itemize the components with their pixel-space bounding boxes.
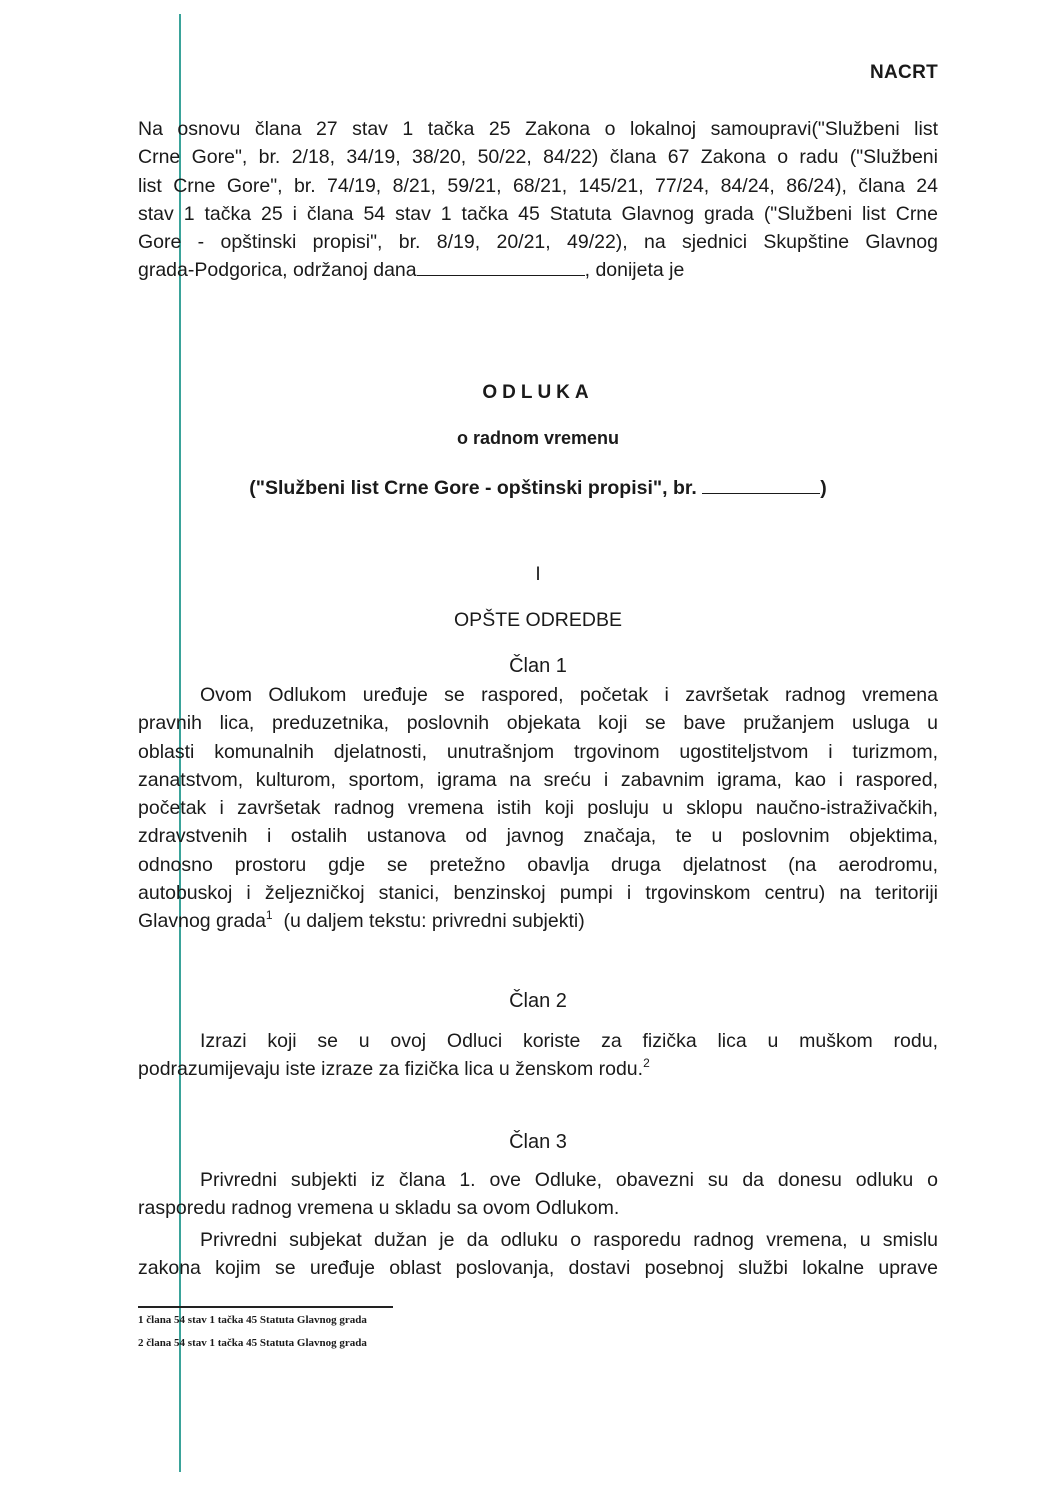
article-line: Ovom Odlukom uređuje se raspored, početak i završetak radnog vremena [200,684,938,706]
article-3-paragraph-2 [138,1226,938,1283]
article-line: autobuskoj i željezničkoj stanici, benzinskoj pumpi i trgovinskom centru) na teritoriji [138,882,938,905]
article-2-body [138,1027,938,1084]
preamble-line: stav 1 tačka 25 i člana 54 stav 1 tačka 45 Statuta Glavnog grada ("Službeni list Crne [138,202,938,225]
gazette-number-blank [702,475,820,494]
article-3-paragraph-1 [138,1166,938,1223]
article-1-body [138,681,938,936]
article-line: Privredni subjekat dužan je da odluku o rasporedu radnog vremena, u smislu [200,1229,938,1251]
preamble-line: Crne Gore", br. 2/18, 34/19, 38/20, 50/22, 84/22) člana 67 Zakona o radu ("Službeni [138,146,938,169]
preamble-line: list Crne Gore", br. 74/19, 8/21, 59/21, 68/21, 145/21, 77/24, 84/24, 86/24), člana 24 [138,174,938,197]
gazette-reference-prefix: ("Službeni list Crne Gore - opštinski propisi", br. [249,477,703,499]
preamble-line-last [138,256,938,284]
footnote-separator [138,1306,393,1308]
article-line-last [138,1055,938,1083]
article-text: podrazumijevaju iste izraze za fizička lica u ženskom rodu. [138,1058,644,1081]
preamble-paragraph [138,115,938,285]
decision-title: ODLUKA [482,382,594,403]
article-line: Privredni subjekti iz člana 1. ove Odluke, obavezni su da donesu odluku o [200,1169,938,1191]
article-line: zanatstvom, kulturom, sportom, igrama na sreću i zabavnim igrama, kao i raspored, [138,768,938,791]
preamble-date-prefix: grada-Podgorica, održanoj dana [138,259,417,282]
article-text: Glavnog grada [138,910,266,933]
footnote-ref-2[interactable]: 2 [643,1056,650,1071]
footnote-2: 2 člana 54 stav 1 tačka 45 Statuta Glavnog grada [138,1337,367,1349]
chapter-numeral: I [535,564,541,585]
article-line: rasporedu radnog vremena u skladu sa ovom Odlukom. [138,1197,620,1220]
article-3-heading: Član 3 [509,1131,567,1153]
article-line: zdravstvenih i ostalih ustanova od javnog značaja, te u poslovnim objektima, [138,825,938,848]
article-text: (u daljem tekstu: privredni subjekti) [272,910,585,933]
session-date-blank [417,257,585,276]
gazette-reference-suffix: ) [820,477,827,499]
preamble-line: Na osnovu člana 27 stav 1 tačka 25 Zakona o lokalnoj samoupravi("Službeni list [138,118,938,140]
article-line: Izrazi koji se u ovoj Odluci koriste za fizička lica u muškom rodu, [200,1030,938,1052]
footnote-1: 1 člana 54 stav 1 tačka 45 Statuta Glavnog grada [138,1314,367,1326]
article-line: pravnih lica, preduzetnika, poslovnih objekata koji se bave pružanjem usluga u [138,712,938,735]
article-line-last [138,907,938,935]
decision-subtitle: o radnom vremenu [456,428,620,448]
gazette-reference [138,475,938,500]
article-2-heading: Član 2 [509,990,567,1012]
chapter-title: OPŠTE ODREDBE [454,609,622,631]
article-line: početak i završetak radnog vremena istih koji posluju u sklopu naučno-istraživačkih, [138,797,938,820]
article-line: zakona kojim se uređuje oblast poslovanja, dostavi posebnoj službi lokalne uprave [138,1257,938,1280]
footnote-ref-1[interactable]: 1 [265,908,273,923]
article-line: odnosno prostoru gdje se pretežno obavlja druga djelatnost (na aerodromu, [138,853,938,876]
preamble-date-suffix: , donijeta je [584,259,685,282]
article-line: oblasti komunalnih djelatnosti, unutrašnjom trgovinom ugostiteljstvom i turizmom, [138,740,938,763]
draft-label: NACRT [870,62,938,83]
preamble-line: Gore - opštinski propisi", br. 8/19, 20/21, 49/22), na sjednici Skupštine Glavnog [138,231,938,254]
article-1-heading: Član 1 [509,655,567,677]
